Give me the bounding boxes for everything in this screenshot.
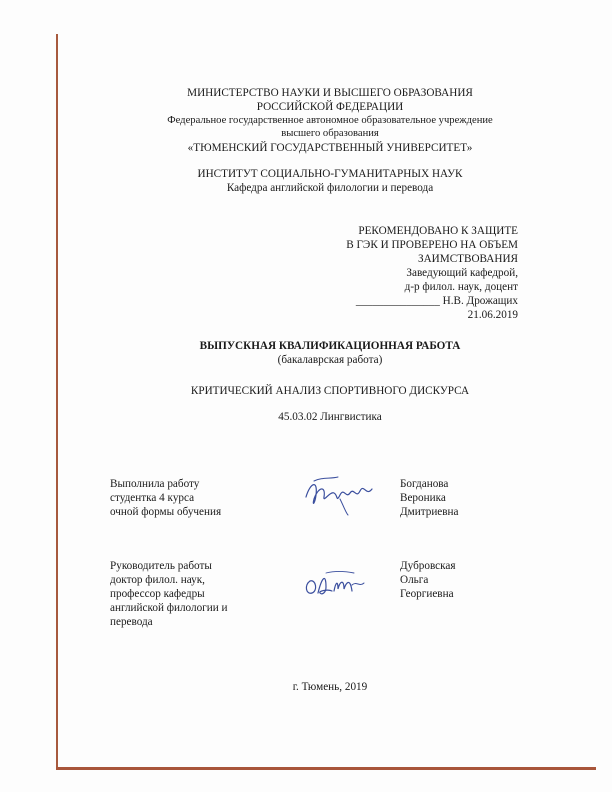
student-role-line: студентка 4 курса [110,492,195,504]
ministry-line-2: РОССИЙСКОЙ ФЕДЕРАЦИИ [256,101,404,113]
recommendation-block [290,224,518,322]
supervisor-signature [300,563,372,603]
specialty-code: 45.03.02 Лингвистика [278,411,382,423]
student-role [110,477,221,519]
head-of-department-label: Заведующий кафедрой, [406,267,518,279]
institute-name: ИНСТИТУТ СОЦИАЛЬНО-ГУМАНИТАРНЫХ НАУК [197,168,463,180]
institution-type-line: Федеральное государственное автономное образовательное учреждение [167,115,493,126]
student-role-line: очной формы обучения [110,506,222,518]
thesis-topic-block [60,384,600,398]
supervisor-role-line: перевода [110,616,153,628]
specialty-block [60,410,600,424]
recommendation-line-1: РЕКОМЕНДОВАНО К ЗАЩИТЕ [358,225,518,237]
recommendation-date: 21.06.2019 [467,309,518,321]
education-level-line: высшего образования [281,128,379,140]
supervisor-name [400,559,456,601]
head-degree-label: д-р филол. наук, доцент [404,281,518,293]
head-signature-line: _______________ Н.В. Дрожащих [355,295,518,307]
thesis-title: ВЫПУСКНАЯ КВАЛИФИКАЦИОННАЯ РАБОТА [199,340,461,352]
ministry-line-1: МИНИСТЕРСТВО НАУКИ И ВЫСШЕГО ОБРАЗОВАНИЯ [187,87,473,99]
student-name [400,477,459,519]
supervisor-surname: Дубровская [400,560,456,572]
recommendation-line-2: В ГЭК И ПРОВЕРЕНО НА ОБЪЕМ [346,239,518,251]
student-role-line: Выполнила работу [110,478,200,490]
page-edge-bottom [56,767,596,770]
thesis-subtitle: (бакалаврская работа) [277,354,383,366]
student-surname: Богданова [400,478,449,490]
supervisor-patronymic: Георгиевна [400,588,454,600]
student-signature [300,469,380,517]
institute-block [60,167,600,195]
thesis-title-block [60,339,600,367]
thesis-topic: КРИТИЧЕСКИЙ АНАЛИЗ СПОРТИВНОГО ДИСКУРСА [190,385,470,397]
supervisor-role-line: доктор филол. наук, [110,574,205,586]
supervisor-role-line: Руководитель работы [110,560,212,572]
department-name: Кафедра английской филологии и перевода [226,182,434,194]
recommendation-line-3: ЗАИМСТВОВАНИЯ [417,253,518,265]
supervisor-role [110,559,228,629]
student-patronymic: Дмитриевна [400,506,459,518]
page-edge-left [56,34,58,769]
city-year-block [60,680,600,694]
city-year: г. Тюмень, 2019 [292,681,368,693]
supervisor-role-line: английской филологии и [110,602,228,614]
supervisor-first-name: Ольга [400,574,429,586]
university-name: «ТЮМЕНСКИЙ ГОСУДАРСТВЕННЫЙ УНИВЕРСИТЕТ» [187,141,473,154]
supervisor-role-line: профессор кафедры [110,588,205,600]
ministry-header [60,86,600,155]
student-first-name: Вероника [400,492,446,504]
